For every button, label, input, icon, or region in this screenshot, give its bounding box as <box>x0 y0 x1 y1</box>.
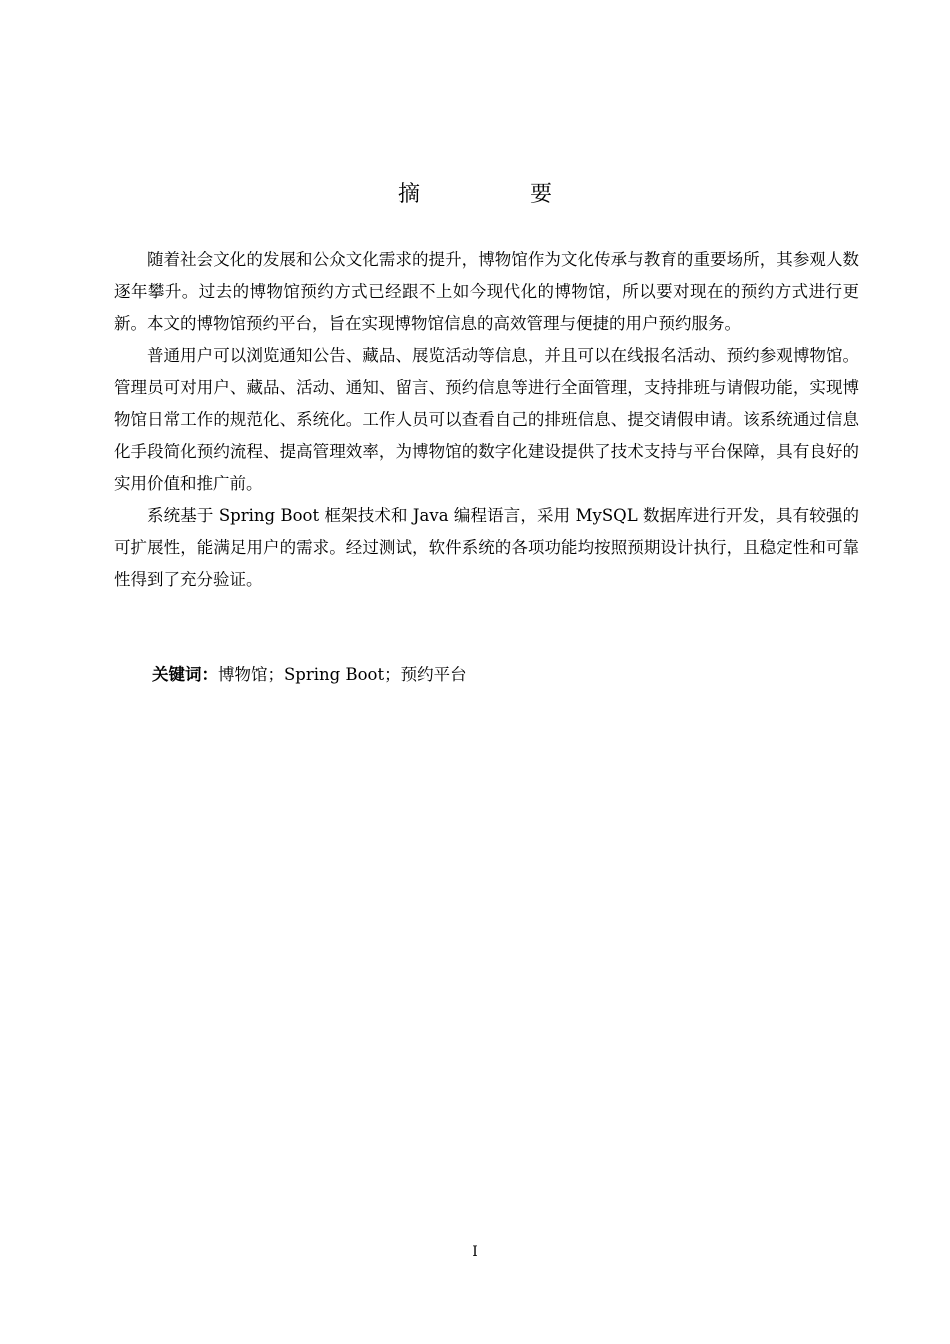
keywords-line <box>152 659 852 691</box>
keywords-label: 关键词： <box>152 665 218 684</box>
abstract-paragraph-2: 普通用户可以浏览通知公告、藏品、展览活动等信息，并且可以在线报名活动、预约参观博物馆。管理员可对用户、藏品、活动、通知、留言、预约信息等进行全面管理，支持排班与请假功能，实现博物馆日常工作的规范化、系统化。工作人员可以查看自己的排班信息、提交请假申请。该系统通过信息化手段简化预约流程、提高管理效率，为博物馆的数字化建设提供了技术支持与平台保障，具有良好的实用价值和推广前。 <box>114 346 859 493</box>
abstract-paragraph-3: 系统基于 Spring Boot 框架技术和 Java 编程语言，采用 MySQL 数据库进行开发，具有较强的可扩展性，能满足用户的需求。经过测试，软件系统的各项功能均按照预期设计执行，且稳定性和可靠性得到了充分验证。 <box>114 506 859 589</box>
abstract-title: 摘 要 <box>397 182 596 207</box>
page-number: I <box>472 1244 478 1260</box>
abstract-paragraph-1: 随着社会文化的发展和公众文化需求的提升，博物馆作为文化传承与教育的重要场所，其参观人数逐年攀升。过去的博物馆预约方式已经跟不上如今现代化的博物馆，所以要对现在的预约方式进行更新。本文的博物馆预约平台，旨在实现博物馆信息的高效管理与便捷的用户预约服务。 <box>114 250 859 333</box>
keywords-value: 博物馆；Spring Boot；预约平台 <box>218 665 467 684</box>
abstract-body <box>114 244 859 596</box>
